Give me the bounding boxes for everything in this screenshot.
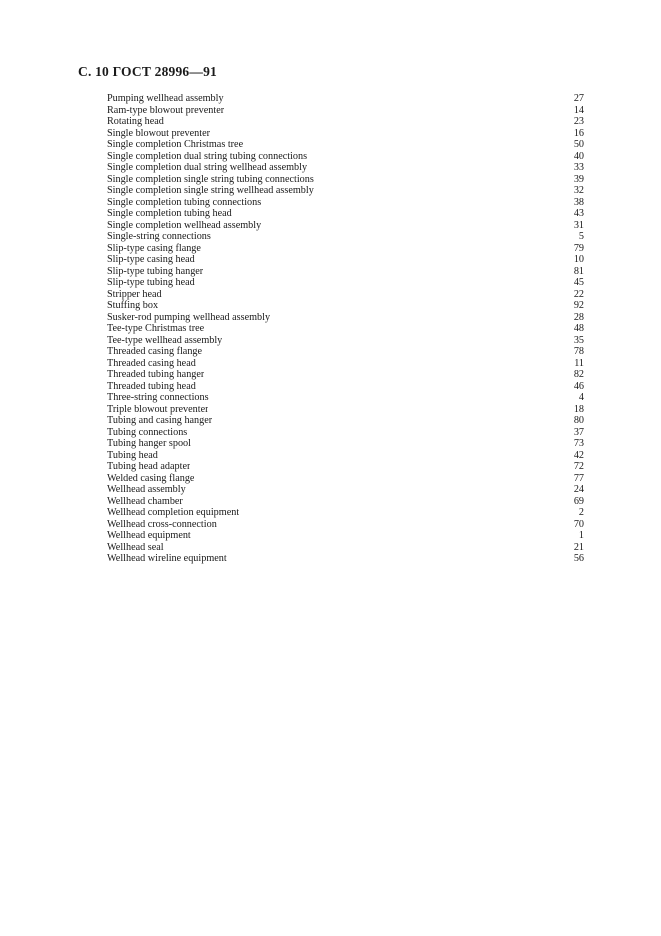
index-page-number: 43 xyxy=(573,208,584,219)
index-term: Wellhead chamber xyxy=(107,495,183,507)
index-entry xyxy=(107,496,584,508)
index-entry xyxy=(107,507,584,519)
index-entry xyxy=(107,289,584,301)
index-entry xyxy=(107,553,584,565)
index-entry xyxy=(107,438,584,450)
index-term: Susker-rod pumping wellhead assembly xyxy=(107,311,271,323)
index-term: Slip-type casing flange xyxy=(107,242,201,254)
index-page-number: 21 xyxy=(573,541,584,553)
index-term: Tee-type Christmas tree xyxy=(107,323,205,334)
index-page-number: 82 xyxy=(573,369,584,380)
index-term: Single completion dual string tubing connections xyxy=(107,150,308,162)
index-page-number: 69 xyxy=(573,495,584,507)
term-index-list xyxy=(107,93,584,565)
index-entry xyxy=(107,473,584,485)
index-page-number: 4 xyxy=(578,392,584,403)
index-page-number: 33 xyxy=(573,162,584,173)
index-page-number: 18 xyxy=(573,403,584,415)
index-page-number: 45 xyxy=(573,277,584,288)
index-term: Pumping wellhead assembly xyxy=(107,93,224,104)
index-entry xyxy=(107,381,584,393)
index-page-number: 14 xyxy=(573,104,584,116)
index-term: Rotating head xyxy=(107,116,164,127)
index-page-number: 24 xyxy=(573,484,584,495)
index-entry xyxy=(107,335,584,347)
index-term: Slip-type tubing head xyxy=(107,277,195,288)
index-entry xyxy=(107,542,584,554)
index-page-number: 46 xyxy=(573,380,584,392)
index-entry xyxy=(107,346,584,358)
index-term: Tee-type wellhead assembly xyxy=(107,334,223,346)
index-term: Single completion tubing head xyxy=(107,208,232,219)
index-page-number: 92 xyxy=(573,300,584,311)
index-entry xyxy=(107,358,584,370)
index-page-number: 23 xyxy=(573,116,584,127)
index-entry xyxy=(107,392,584,404)
index-term: Wellhead completion equipment xyxy=(107,507,240,518)
index-term: Wellhead assembly xyxy=(107,484,186,495)
index-page-number: 70 xyxy=(573,518,584,530)
index-entry xyxy=(107,174,584,186)
index-entry xyxy=(107,93,584,105)
index-page-number: 10 xyxy=(573,254,584,265)
index-term: Wellhead seal xyxy=(107,541,164,553)
index-term: Three-string connections xyxy=(107,392,209,403)
index-page-number: 50 xyxy=(573,139,584,150)
index-page-number: 73 xyxy=(573,438,584,449)
index-entry xyxy=(107,300,584,312)
index-term: Tubing head xyxy=(107,449,158,461)
index-page-number: 48 xyxy=(573,323,584,334)
index-term: Wellhead cross-connection xyxy=(107,518,217,530)
index-page-number: 27 xyxy=(573,93,584,104)
index-entry xyxy=(107,415,584,427)
index-page-number: 72 xyxy=(573,461,584,472)
index-page-number: 16 xyxy=(573,127,584,139)
index-entry xyxy=(107,139,584,151)
index-page-number: 2 xyxy=(578,507,584,518)
index-term: Threaded casing flange xyxy=(107,346,203,357)
index-entry xyxy=(107,312,584,324)
index-page-number: 81 xyxy=(573,265,584,277)
index-entry xyxy=(107,162,584,174)
index-term: Wellhead wireline equipment xyxy=(107,553,227,564)
index-term: Stripper head xyxy=(107,288,162,300)
index-page-number: 31 xyxy=(573,219,584,231)
index-term: Tubing head adapter xyxy=(107,461,191,472)
index-entry xyxy=(107,185,584,197)
index-entry xyxy=(107,105,584,117)
index-page-number: 37 xyxy=(573,426,584,438)
index-term: Tubing and casing hanger xyxy=(107,415,213,426)
index-entry xyxy=(107,323,584,335)
page-header: С. 10 ГОСТ 28996—91 xyxy=(78,64,217,79)
index-entry xyxy=(107,530,584,542)
index-term: Single completion wellhead assembly xyxy=(107,219,262,231)
index-entry xyxy=(107,128,584,140)
index-entry xyxy=(107,231,584,243)
index-page-number: 39 xyxy=(573,173,584,185)
index-entry xyxy=(107,208,584,220)
index-page-number: 56 xyxy=(573,553,584,564)
index-term: Stuffing box xyxy=(107,300,159,311)
index-term: Triple blowout preventer xyxy=(107,403,209,415)
index-page-number: 28 xyxy=(573,311,584,323)
index-term: Single blowout preventer xyxy=(107,127,210,139)
index-term: Wellhead equipment xyxy=(107,530,191,541)
index-term: Single completion Christmas tree xyxy=(107,139,244,150)
index-entry xyxy=(107,266,584,278)
index-term: Threaded tubing hanger xyxy=(107,369,205,380)
index-term: Ram-type blowout preventer xyxy=(107,104,225,116)
index-entry xyxy=(107,369,584,381)
index-term: Single completion single string wellhead assembly xyxy=(107,185,314,196)
index-entry xyxy=(107,404,584,416)
index-page-number: 77 xyxy=(573,472,584,484)
index-page-number: 78 xyxy=(573,346,584,357)
index-term: Single completion dual string wellhead assembly xyxy=(107,162,308,173)
index-entry xyxy=(107,484,584,496)
index-page-number: 5 xyxy=(578,231,584,242)
index-entry xyxy=(107,450,584,462)
index-term: Tubing connections xyxy=(107,426,188,438)
index-page-number: 1 xyxy=(578,530,584,541)
index-page-number: 38 xyxy=(573,196,584,208)
index-entry xyxy=(107,519,584,531)
index-page-number: 11 xyxy=(574,357,584,369)
index-term: Slip-type tubing hanger xyxy=(107,265,204,277)
index-entry xyxy=(107,243,584,255)
index-entry xyxy=(107,151,584,163)
index-entry xyxy=(107,461,584,473)
index-page-number: 80 xyxy=(573,415,584,426)
index-page-number: 32 xyxy=(573,185,584,196)
index-term: Threaded tubing head xyxy=(107,380,196,392)
index-page-number: 35 xyxy=(573,334,584,346)
index-term: Tubing hanger spool xyxy=(107,438,191,449)
index-page-number: 42 xyxy=(573,449,584,461)
index-entry xyxy=(107,427,584,439)
index-term: Slip-type casing head xyxy=(107,254,195,265)
index-entry xyxy=(107,254,584,266)
index-page-number: 22 xyxy=(573,288,584,300)
index-term: Single completion tubing connections xyxy=(107,196,262,208)
index-page-number: 40 xyxy=(573,150,584,162)
index-entry xyxy=(107,220,584,232)
index-term: Single-string connections xyxy=(107,231,211,242)
index-term: Single completion single string tubing connections xyxy=(107,173,314,185)
index-term: Welded casing flange xyxy=(107,472,195,484)
index-term: Threaded casing head xyxy=(107,357,196,369)
index-entry xyxy=(107,277,584,289)
index-entry xyxy=(107,197,584,209)
index-page-number: 79 xyxy=(573,242,584,254)
index-entry xyxy=(107,116,584,128)
